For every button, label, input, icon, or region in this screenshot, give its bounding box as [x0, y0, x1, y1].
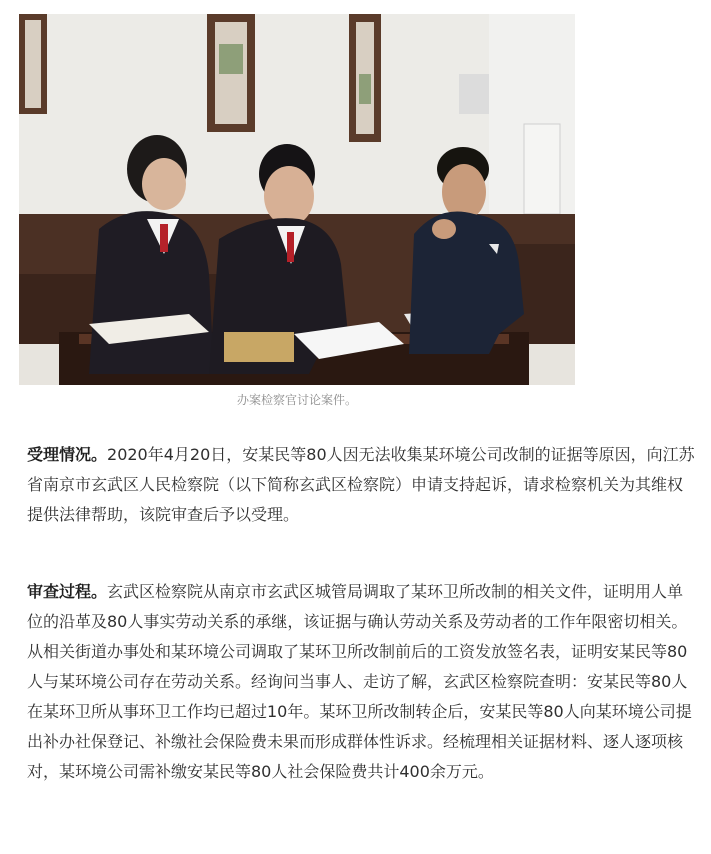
section-acceptance	[27, 440, 695, 530]
section-review-process	[27, 577, 695, 787]
section-body: 玄武区检察院从南京市玄武区城管局调取了某环卫所改制的相关文件，证明用人单位的沿革及80人事实劳动关系的承继，该证据与确认劳动关系及劳动者的工作年限密切相关。从相关街道办事处和某环境公司调取了某环卫所改制前后的工资发放签名表，证明安某民等80人与某环境公司存在劳动关系。经询问当事人、走访了解，玄武区检察院查明：安某民等80人在某环卫所从事环卫工作均已超过10年。某环卫所改制转企后，安某民等80人向某环境公司提出补办社保登记、补缴社会保险费未果而形成群体性诉求。经梳理相关证据材料、逐人逐项核对，某环境公司需补缴安某民等80人社会保险费共计400余万元。	[27, 582, 692, 781]
section-heading: 受理情况。	[27, 445, 108, 464]
section-body: 2020年4月20日，安某民等80人因无法收集某环境公司改制的证据等原因，向江苏省南京市玄武区人民检察院（以下简称玄武区检察院）申请支持起诉，请求检察机关为其维权提供法律帮助，该院审查后予以受理。	[27, 445, 695, 524]
section-heading: 审查过程。	[27, 582, 108, 601]
case-discussion-photo	[19, 14, 575, 385]
photo-caption: 办案检察官讨论案件。	[236, 393, 357, 407]
